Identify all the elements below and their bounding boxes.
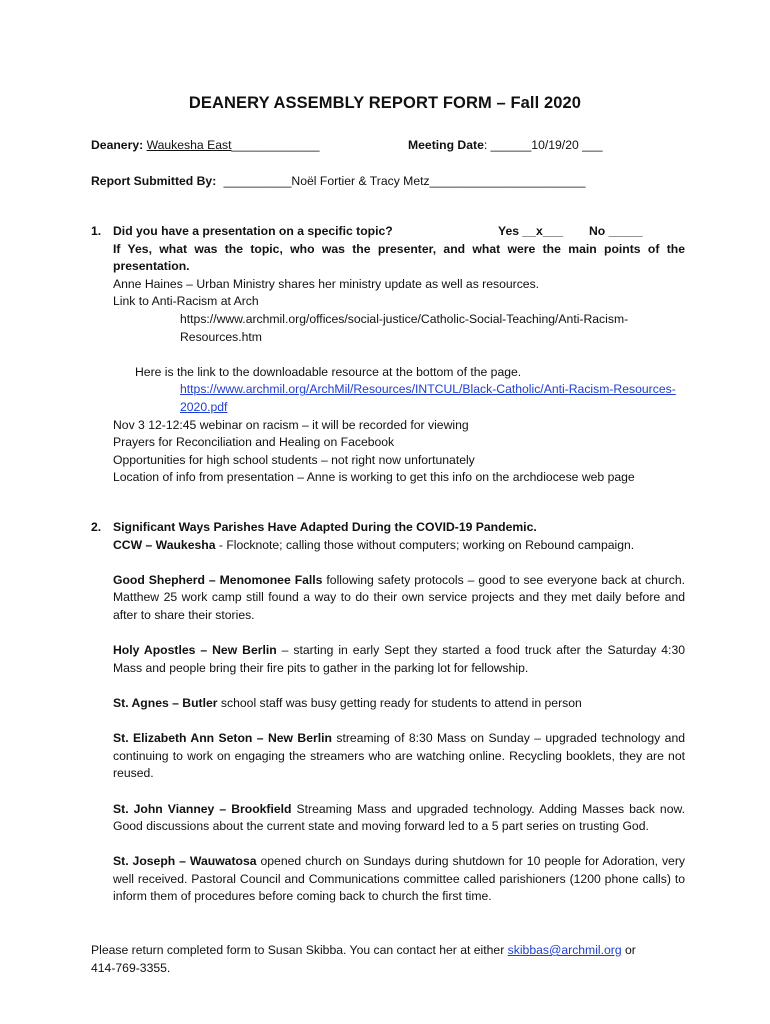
question-2 <box>91 519 685 906</box>
yes-answer: Yes __x___ <box>498 224 564 238</box>
parish-name: Good Shepherd – Menomonee Falls <box>113 572 323 587</box>
parish-entry <box>113 537 685 555</box>
resource-pdf-link[interactable]: https://www.archmil.org/ArchMil/Resources/INTCUL/Black-Catholic/Anti-Racism-Resources-2020.pdf <box>180 382 676 414</box>
footer-text: Please return completed form to Susan Skibba. You can contact her at either <box>91 943 508 957</box>
resource-url: https://www.archmil.org/offices/social-justice/Catholic-Social-Teaching/Anti-Racism-Resources.htm <box>180 311 629 344</box>
deanery-value: Waukesha East <box>146 138 232 152</box>
answer-line: Nov 3 12-12:45 webinar on racism – it will be recorded for viewing <box>113 417 469 432</box>
phone-number: 414-769-3355. <box>91 960 171 975</box>
email-link[interactable]: skibbas@archmil.org <box>507 943 622 957</box>
page-title: DEANERY ASSEMBLY REPORT FORM – Fall 2020 <box>188 94 582 112</box>
parish-text: opened church on Sundays during shutdown for 10 people for Adoration, very well received. Pastoral Council and Communications committee called parishioners (1200 phone calls) to inform them of procedures before coming back to church the first time. <box>113 854 685 904</box>
submitted-by-value: __________Noël Fortier & Tracy Metz_______________________ <box>223 174 586 188</box>
question-number: 1. <box>91 224 102 238</box>
answer-line: Anne Haines – Urban Ministry shares her ministry update as well as resources. <box>113 276 540 291</box>
parish-text: following safety protocols – good to see everyone back at church. Matthew 25 work camp still found a way to do their own service projects and they met daily before and after to share their stories. <box>113 572 685 622</box>
question-text: Significant Ways Parishes Have Adapted During the COVID-19 Pandemic. <box>113 520 537 534</box>
parish-name: St. Elizabeth Ann Seton – New Berlin <box>113 731 332 746</box>
parish-text: school staff was busy getting ready for students to attend in person <box>217 695 582 710</box>
answer-line: Link to Anti-Racism at Arch <box>113 294 259 309</box>
parish-name: CCW – Waukesha <box>113 537 216 552</box>
parish-entry <box>113 642 685 677</box>
meeting-date-label: Meeting Date <box>408 138 484 152</box>
parish-entry <box>113 801 685 836</box>
footer-note: Please return completed form to Susan Skibba. You can contact her at either skibbas@archmil.org or 414-769-3355. <box>91 943 636 975</box>
answer-line: Here is the link to the downloadable resource at the bottom of the page. <box>135 364 522 379</box>
deanery-row <box>91 137 320 155</box>
no-answer: No _____ <box>589 224 643 238</box>
parish-text: – starting in early Sept they started a food truck after the Saturday 4:30 Mass and people bring their fire pits to gather in the parking lot for fellowship. <box>113 643 685 675</box>
deanery-label: Deanery: <box>91 138 144 152</box>
parish-name: St. Joseph – Wauwatosa <box>113 854 257 869</box>
parish-entry <box>113 572 685 625</box>
meeting-date-row: Meeting Date: ______10/19/20 ___ <box>408 138 603 152</box>
submitted-by-row <box>91 173 586 191</box>
parish-text: streaming of 8:30 Mass on Sunday – upgraded technology and continuing to work on engaging the streamers who are watching online. Recycling booklets, they are not reused. <box>113 731 686 781</box>
parish-entry <box>113 853 685 906</box>
submitted-by-label: Report Submitted By: <box>91 174 217 188</box>
parish-entry <box>113 695 685 713</box>
question-followup: If Yes, what was the topic, who was the presenter, and what were the main points of the presentation. <box>113 241 685 274</box>
question-text: Did you have a presentation on a specific topic? <box>113 224 393 238</box>
question-1 <box>91 223 685 487</box>
answer-line: Location of info from presentation – Anne is working to get this info on the archdiocese web page <box>113 470 635 485</box>
parish-text: - Flocknote; calling those without computers; working on Rebound campaign. <box>215 537 635 552</box>
parish-name: St. John Vianney – Brookfield <box>113 801 292 816</box>
parish-text: Streaming Mass and upgraded technology. Adding Masses back now. Good discussions about the current state and moving forward led to a 5 part series on trusting God. <box>113 801 685 834</box>
question-number: 2. <box>91 520 102 534</box>
answer-line: Prayers for Reconciliation and Healing on Facebook <box>113 435 395 450</box>
parish-entry <box>113 730 685 783</box>
answer-line: Opportunities for high school students – not right now unfortunately <box>113 452 475 467</box>
parish-name: Holy Apostles – New Berlin <box>113 643 277 658</box>
parish-name: St. Agnes – Butler <box>113 695 218 710</box>
meeting-date-value: ______10/19/20 ___ <box>490 138 603 152</box>
deanery-blank: _____________ <box>231 138 320 152</box>
